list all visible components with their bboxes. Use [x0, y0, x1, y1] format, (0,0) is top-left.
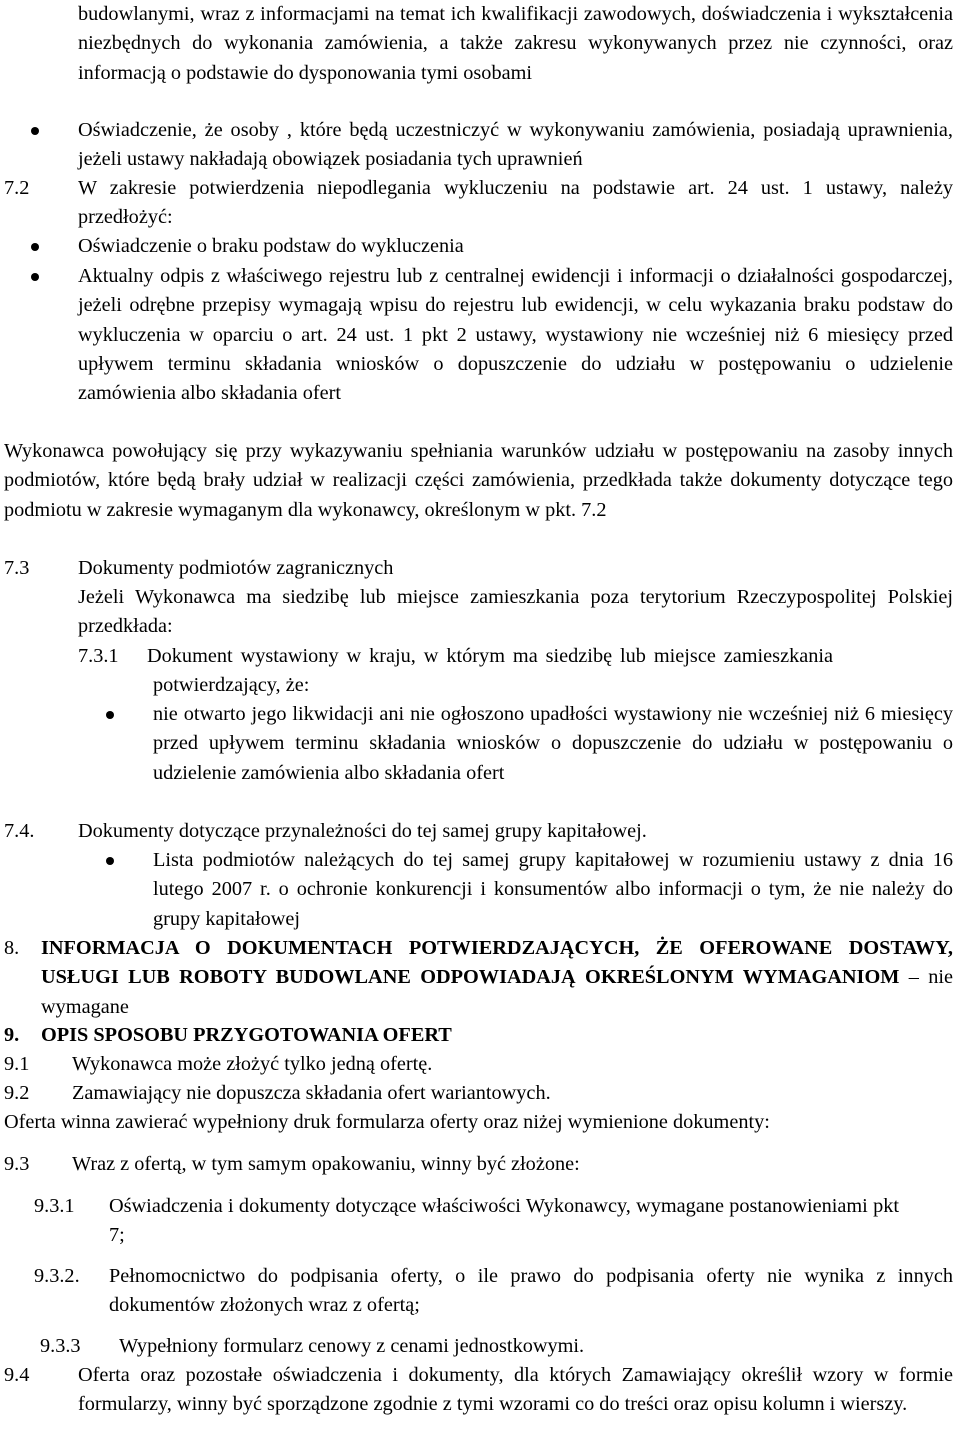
section-7-3-text: Jeżeli Wykonawca ma siedzibę lub miejsce zamieszkania poza terytorium Rzeczypospolitej Polskiej przedkłada:: [78, 586, 953, 638]
section-number-9-3: 9.3: [4, 1153, 30, 1175]
section-9-2-text: Zamawiający nie dopuszcza składania ofert wariantowych.: [72, 1082, 551, 1104]
section-9-1-text: Wykonawca może złożyć tylko jedną ofertę.: [72, 1053, 433, 1075]
section-8-heading: [41, 934, 953, 1022]
section-8-bold-title: INFORMACJA O DOKUMENTACH POTWIERDZAJĄCYCH, ŻE OFEROWANE DOSTAWY, USŁUGI LUB ROBOTY BUDOWLANE ODPOWIADAJĄ OKREŚLONYM WYMAGANIOM: [41, 937, 953, 989]
bullet-item-no-exclusion-statement: Oświadczenie o braku podstaw do wykluczenia: [78, 235, 464, 257]
section-number-9: 9.: [4, 1024, 20, 1046]
bullet-item-persons-qualifications: Oświadczenie, że osoby , które będą uczestniczyć w wykonywaniu zamówienia, posiadają uprawnienia, jeżeli ustawy nakładają obowiązek posiadania tych uprawnień: [78, 119, 953, 171]
continuation-paragraph: budowlanymi, wraz z informacjami na temat ich kwalifikacji zawodowych, doświadczenia i wykształcenia niezbędnych do wykonania zamówienia, a także zakresu wykonywanych przez nie czynności, oraz informacją o podstawie do dysponowania tymi osobami: [78, 3, 953, 84]
bullet-item-register-extract: Aktualny odpis z właściwego rejestru lub z centralnej ewidencji i informacji o działalności gospodarczej, jeżeli odrębne przepisy wymagają wpisu do rejestru lub ewidencji, w celu wykazania braku podstaw do wykluczenia w oparciu o art. 24 ust. 1 pkt 2 ustawy, wystawiony nie wcześniej niż 6 miesięcy przed upływem terminu składania wniosków o dopuszczenie do udziału w postępowaniu o udzielenie zamówienia albo składania ofert: [78, 265, 953, 405]
section-9-3-1-text: Oświadczenia i dokumenty dotyczące właściwości Wykonawcy, wymagane postanowieniami pkt 7;: [109, 1195, 899, 1247]
section-7-2-text: W zakresie potwierdzenia niepodlegania wykluczeniu na podstawie art. 24 ust. 1 ustawy, należy przedłożyć:: [78, 177, 953, 229]
section-9-4-text: Oferta oraz pozostałe oświadczenia i dokumenty, dla których Zamawiający określił wzory w formie formularzy, winny być sporządzone zgodnie z tymi wzorami co do treści oraz opisu kolumn i wierszy.: [78, 1364, 953, 1416]
section-number-9-3-2: 9.3.2.: [34, 1265, 80, 1287]
bullet-item-no-liquidation: nie otwarto jego likwidacji ani nie ogłoszono upadłości wystawiony nie wcześniej niż 6 miesięcy przed upływem terminu składania wniosków o dopuszczenie do udziału w postępowaniu o udzielenie zamówienia albo składania ofert: [153, 703, 953, 784]
section-7-3-title: Dokumenty podmiotów zagranicznych: [78, 557, 394, 579]
section-number-9-1: 9.1: [4, 1053, 30, 1075]
section-7-4-text: Dokumenty dotyczące przynależności do tej samej grupy kapitałowej.: [78, 820, 647, 842]
section-number-9-3-1: 9.3.1: [34, 1195, 75, 1217]
section-number-7-3-1: 7.3.1: [78, 645, 119, 667]
section-number-8: 8.: [4, 937, 20, 959]
section-number-7-2: 7.2: [4, 177, 30, 199]
bullet-icon: [106, 857, 114, 865]
bullet-icon: [31, 243, 39, 251]
bullet-icon: [31, 273, 39, 281]
section-8-status: – nie wymagane: [41, 966, 953, 1018]
section-number-7-3: 7.3: [4, 557, 30, 579]
contractor-resources-paragraph: Wykonawca powołujący się przy wykazywaniu spełniania warunków udziału w postępowaniu na zasoby innych podmiotów, które będą brały udział w realizacji części zamówienia, przedkłada także dokumenty dotyczące tego podmiotu w zakresie wymaganym dla wykonawcy, określonym w pkt. 7.2: [4, 440, 953, 521]
section-9-title: OPIS SPOSOBU PRZYGOTOWANIA OFERT: [41, 1024, 452, 1046]
section-number-9-2: 9.2: [4, 1082, 30, 1104]
section-number-7-4: 7.4.: [4, 820, 35, 842]
section-7-3-1-text: Dokument wystawiony w kraju, w którym ma siedzibę lub miejsce zamieszkania potwierdzający, że:: [147, 645, 833, 697]
section-number-9-4: 9.4: [4, 1364, 30, 1386]
bullet-icon: [106, 711, 114, 719]
bullet-icon: [31, 127, 39, 135]
bullet-item-capital-group-list: Lista podmiotów należących do tej samej grupy kapitałowej w rozumieniu ustawy z dnia 16 lutego 2007 r. o ochronie konkurencji i konsumentów albo informacji o tym, że nie należy do grupy kapitałowej: [153, 849, 953, 930]
section-9-3-text: Wraz z ofertą, w tym samym opakowaniu, winny być złożone:: [72, 1153, 580, 1175]
section-9-3-2-text: Pełnomocnictwo do podpisania oferty, o ile prawo do podpisania oferty nie wynika z innych dokumentów złożonych wraz z ofertą;: [109, 1265, 953, 1317]
offer-contents-paragraph: Oferta winna zawierać wypełniony druk formularza oferty oraz niżej wymienione dokumenty:: [4, 1111, 770, 1133]
section-9-3-3-text: Wypełniony formularz cenowy z cenami jednostkowymi.: [119, 1335, 585, 1357]
section-number-9-3-3: 9.3.3: [40, 1335, 81, 1357]
